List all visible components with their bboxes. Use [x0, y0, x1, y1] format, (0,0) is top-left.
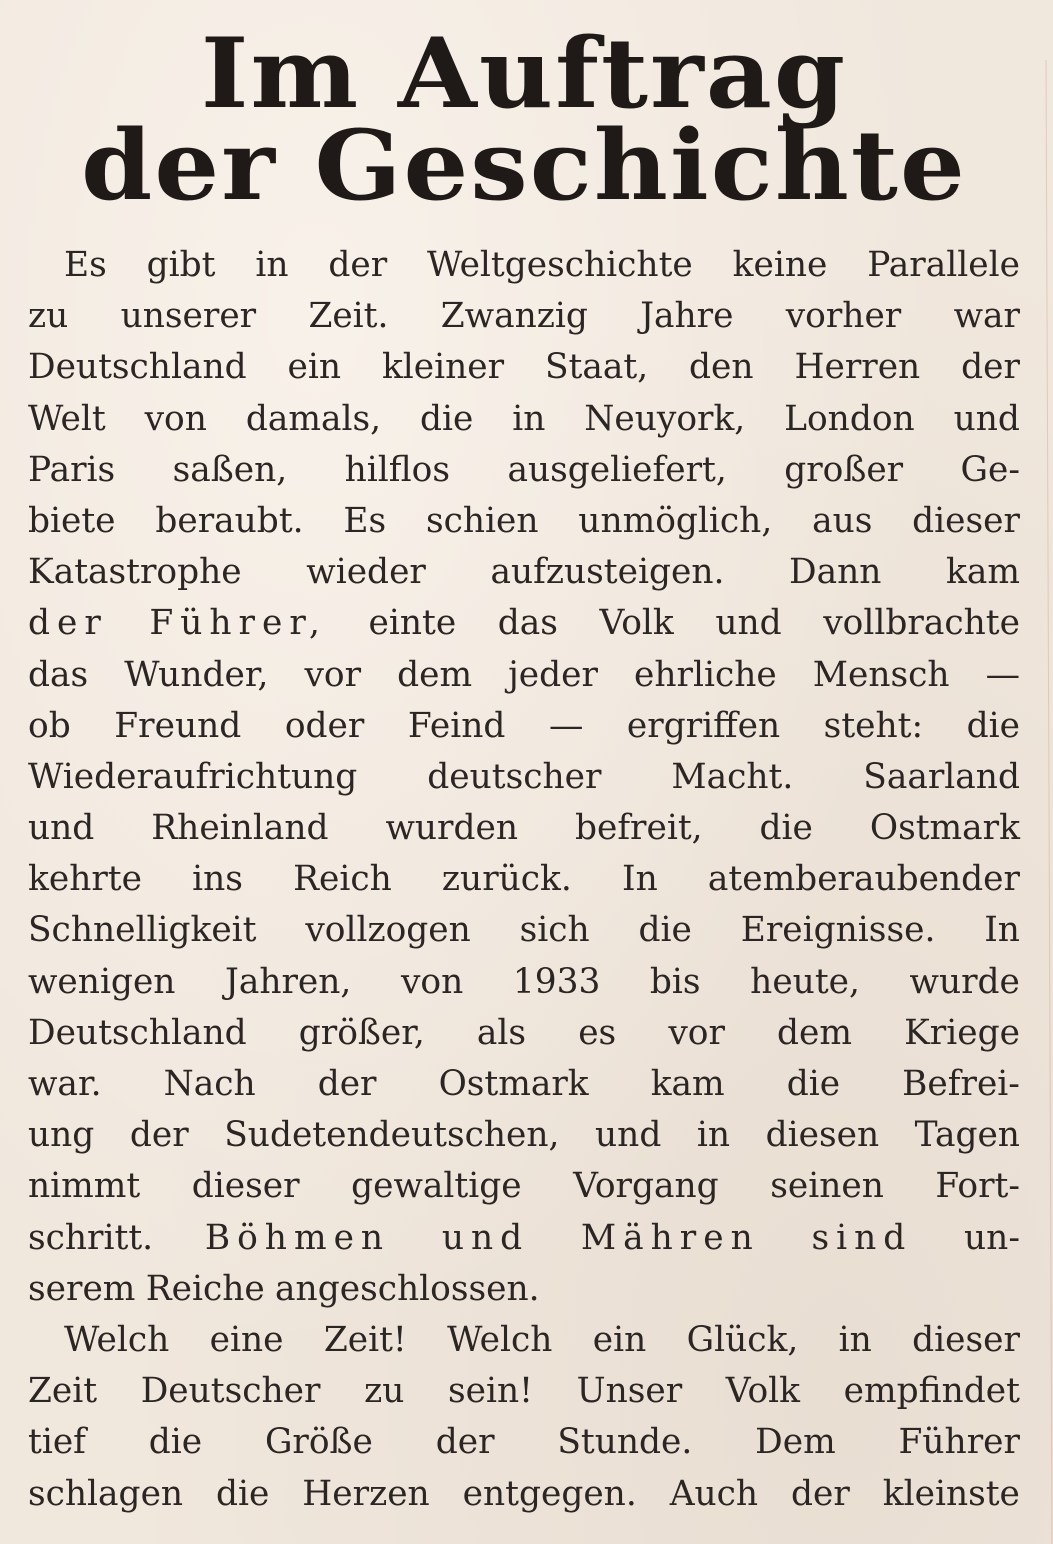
word: ein: [287, 347, 342, 388]
word: Dem: [755, 1422, 836, 1463]
word: schritt.: [28, 1217, 154, 1258]
text-line: [28, 803, 1020, 854]
word: und: [953, 398, 1020, 439]
word: die: [216, 1473, 270, 1514]
word: Glück,: [686, 1319, 799, 1360]
word: wurden: [385, 808, 518, 849]
word: in: [255, 245, 289, 285]
word: Herren: [794, 347, 921, 388]
word: Kriege: [904, 1012, 1020, 1053]
word: das: [28, 654, 89, 695]
word: Saarland: [863, 756, 1020, 797]
word: der: [961, 347, 1020, 388]
word: Größe: [264, 1422, 373, 1463]
word: Jahren,: [225, 961, 352, 1002]
word: Sudetendeutschen,: [224, 1115, 560, 1156]
word: Zeit: [28, 1371, 98, 1412]
text-line: [28, 394, 1020, 445]
text-line: [28, 547, 1020, 598]
text-line: [28, 496, 1020, 547]
article-paragraph-1: [28, 240, 1020, 1315]
word: die: [759, 808, 813, 849]
word: Wunder,: [124, 654, 269, 695]
word: In: [984, 910, 1020, 951]
word: in: [512, 398, 546, 439]
word: Dann: [789, 552, 882, 593]
word: der: [328, 245, 388, 285]
word: Rheinland: [151, 808, 329, 849]
word: Vorgang: [573, 1166, 719, 1207]
word: in: [838, 1319, 872, 1360]
text-line: [28, 1417, 1020, 1468]
word: die: [638, 910, 692, 951]
article-body: [28, 240, 1020, 1520]
word: wieder: [306, 552, 426, 593]
word: Nach: [163, 1064, 256, 1104]
word: Deutscher: [140, 1371, 321, 1412]
text-line: [28, 1161, 1020, 1212]
word: beraubt.: [155, 500, 304, 541]
word: Deutschland: [28, 1012, 247, 1053]
word: Volk: [599, 603, 674, 644]
word: vor: [668, 1012, 725, 1053]
word: unmöglich,: [578, 500, 773, 541]
text-line: [28, 854, 1020, 905]
word: und: [715, 603, 782, 644]
word: bis: [649, 961, 701, 1002]
word: befreit,: [574, 808, 703, 849]
word: empfindet: [843, 1371, 1020, 1412]
word: dieser: [191, 1166, 300, 1207]
headline-line-1: Im Auftrag: [200, 17, 848, 130]
word: Macht.: [671, 756, 794, 797]
word: jeder: [508, 654, 598, 695]
word: Böhmen: [204, 1217, 391, 1258]
word: Freund: [114, 705, 242, 746]
word: kam: [946, 552, 1020, 593]
word: der: [791, 1473, 850, 1514]
word: Welch: [64, 1319, 170, 1360]
text-line: [28, 1469, 1020, 1520]
article-paragraph-2: [28, 1315, 1020, 1520]
word: unserer: [120, 296, 257, 337]
text-line: [28, 1315, 1020, 1366]
word: heute,: [750, 961, 860, 1002]
text-line: [28, 240, 1020, 291]
headline-line-2: der Geschichte: [81, 109, 967, 222]
word: Ge-: [960, 449, 1020, 490]
word: es: [578, 1012, 617, 1053]
word: Es: [64, 245, 107, 285]
word: steht:: [823, 705, 924, 746]
word: gewaltige: [351, 1166, 522, 1207]
text-line: [28, 291, 1020, 342]
word: Führer: [898, 1422, 1020, 1463]
word: atemberaubender: [707, 859, 1020, 900]
word: kleiner: [381, 347, 505, 388]
word: das: [497, 603, 558, 644]
word: —: [548, 705, 584, 746]
word: dieser: [912, 1319, 1020, 1360]
word: Fort-: [935, 1166, 1020, 1207]
text-line: [28, 752, 1020, 803]
word: sein!: [447, 1371, 533, 1412]
text-line: [28, 1213, 1020, 1264]
word: kleinste: [882, 1473, 1020, 1514]
word: ergriffen: [626, 705, 781, 746]
word: ins: [192, 859, 243, 900]
word: deutscher: [427, 756, 602, 797]
word: eine: [209, 1319, 284, 1360]
word: dieser: [912, 500, 1020, 541]
word: der: [28, 603, 108, 644]
text-line: [28, 445, 1020, 496]
word: dem: [777, 1012, 852, 1053]
word: Auch: [669, 1473, 759, 1514]
word: sind: [811, 1217, 913, 1258]
word: der: [317, 1064, 377, 1104]
word: und: [441, 1217, 530, 1258]
text-line: [28, 1059, 1020, 1110]
text-line: [28, 1110, 1020, 1161]
word: Führer,: [149, 603, 327, 644]
text-line: [28, 342, 1020, 393]
word: ein: [592, 1319, 647, 1360]
word: in: [696, 1115, 731, 1156]
word: war: [953, 296, 1020, 337]
word: den: [689, 347, 754, 388]
word: Feind: [407, 705, 506, 746]
word: vorher: [785, 296, 902, 337]
word: und: [28, 808, 95, 849]
text-line: [28, 905, 1020, 956]
word: als: [476, 1012, 527, 1053]
word: zu: [28, 296, 69, 337]
word: wenigen: [28, 961, 176, 1002]
word: saßen,: [172, 449, 288, 490]
word: sich: [519, 910, 590, 951]
word: Schnelligkeit: [28, 910, 257, 951]
word: Weltgeschichte: [427, 245, 693, 285]
word: großer: [784, 449, 904, 490]
word: Zeit!: [323, 1319, 407, 1360]
text-line: [28, 598, 1020, 649]
word: zu: [364, 1371, 405, 1412]
word: größer,: [298, 1012, 425, 1053]
word: ung: [28, 1115, 95, 1156]
word: London: [784, 398, 915, 439]
word: Es: [343, 500, 387, 541]
word: ehrliche: [634, 654, 777, 695]
word: zurück.: [441, 859, 572, 900]
word: der: [435, 1422, 495, 1463]
word: Mähren: [580, 1217, 760, 1258]
word: wurde: [909, 961, 1020, 1002]
word: oder: [284, 705, 365, 746]
word: angeschlossen.: [275, 1268, 540, 1309]
word: diesen: [765, 1115, 880, 1156]
word: entgegen.: [462, 1473, 637, 1514]
word: Reiche: [145, 1268, 265, 1309]
word: serem: [28, 1268, 136, 1309]
word: Welch: [447, 1319, 553, 1360]
text-line: [28, 701, 1020, 752]
text-line: [28, 650, 1020, 701]
word: die: [786, 1064, 841, 1104]
article-headline: [28, 17, 1020, 222]
word: war.: [28, 1064, 102, 1104]
word: un-: [964, 1217, 1020, 1258]
word: einte: [368, 603, 457, 644]
word: Befrei-: [902, 1064, 1020, 1104]
word: Tagen: [914, 1115, 1020, 1156]
word: Reich: [293, 859, 392, 900]
word: der: [129, 1115, 189, 1156]
word: ausgeliefert,: [507, 449, 727, 490]
word: keine: [732, 245, 828, 285]
word: Paris: [28, 449, 116, 490]
word: biete: [28, 500, 116, 541]
word: Welt: [28, 398, 106, 439]
word: vollzogen: [305, 910, 471, 951]
word: Ereignisse.: [740, 910, 936, 951]
word: vor: [304, 654, 362, 695]
word: die: [148, 1422, 203, 1463]
word: gibt: [146, 245, 216, 285]
word: Stunde.: [557, 1422, 693, 1463]
word: damals,: [245, 398, 382, 439]
word: 1933: [512, 961, 601, 1002]
word: schien: [425, 500, 539, 541]
word: und: [595, 1115, 662, 1156]
word: nimmt: [28, 1166, 141, 1207]
word: die: [419, 398, 474, 439]
word: dem: [397, 654, 473, 695]
text-line: [28, 1008, 1020, 1059]
word: Zwanzig: [440, 296, 588, 337]
word: seinen: [770, 1166, 884, 1207]
word: Jahre: [640, 296, 734, 337]
word: Wiederaufrichtung: [28, 756, 358, 797]
word: Neuyork,: [584, 398, 746, 439]
word: Herzen: [302, 1473, 430, 1514]
text-line: [28, 1264, 1020, 1315]
word: von: [144, 398, 207, 439]
word: kam: [650, 1064, 725, 1104]
word: —: [985, 654, 1020, 695]
word: hilflos: [344, 449, 451, 490]
word: vollbrachte: [823, 603, 1020, 644]
word: kehrte: [28, 859, 142, 900]
text-line: [28, 957, 1020, 1008]
word: aus: [812, 500, 873, 541]
word: Deutschland: [28, 347, 247, 388]
word: In: [621, 859, 658, 900]
newspaper-article: [28, 17, 1020, 1520]
word: ob: [28, 705, 71, 746]
word: Ostmark: [869, 808, 1020, 849]
word: Mensch: [812, 654, 950, 695]
word: von: [400, 961, 464, 1002]
word: Unser: [576, 1371, 683, 1412]
word: tief: [28, 1422, 86, 1463]
word: Zeit.: [308, 296, 389, 337]
word: schlagen: [28, 1473, 184, 1514]
text-line: [28, 1366, 1020, 1417]
word: die: [966, 705, 1020, 746]
word: Staat,: [545, 347, 649, 388]
word: aufzusteigen.: [490, 552, 725, 593]
word: Parallele: [867, 245, 1020, 285]
word: Ostmark: [438, 1064, 589, 1104]
word: Volk: [725, 1371, 801, 1412]
word: Katastrophe: [28, 552, 242, 593]
